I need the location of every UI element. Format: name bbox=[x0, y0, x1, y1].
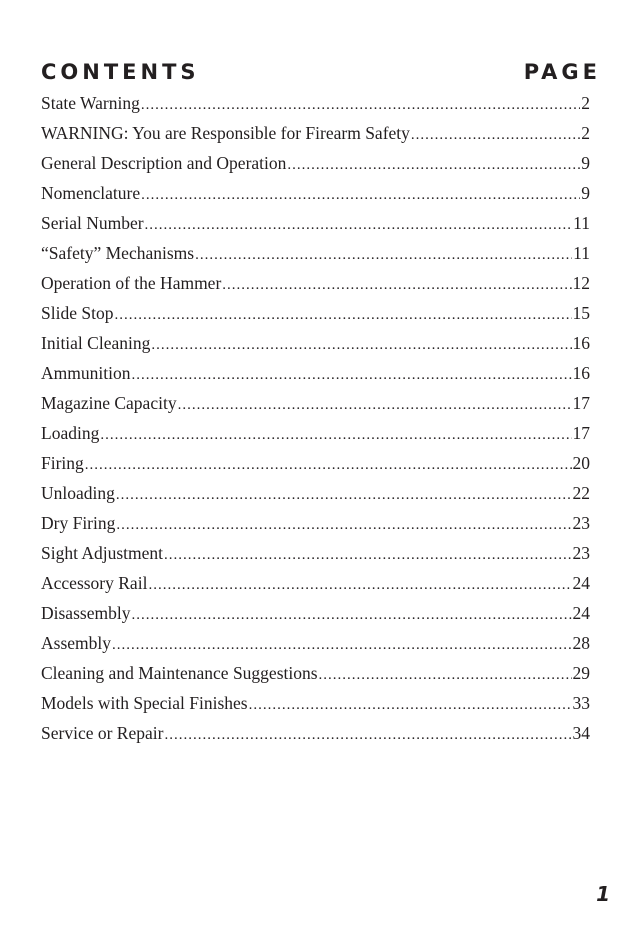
dot-leader bbox=[116, 510, 571, 540]
toc-entry-page: 17 bbox=[572, 423, 590, 443]
toc-entry-title: Models with Special Finishes bbox=[41, 693, 248, 713]
toc-entry-page: 2 bbox=[581, 123, 590, 143]
toc-entry-title: “Safety” Mechanisms bbox=[41, 243, 195, 263]
dot-leader bbox=[411, 120, 580, 150]
toc-entry-page: 11 bbox=[573, 243, 590, 263]
toc-entry[interactable] bbox=[41, 88, 590, 118]
toc-entry-page: 17 bbox=[572, 393, 590, 413]
toc-entry[interactable] bbox=[41, 448, 590, 478]
toc-entry-page: 29 bbox=[572, 663, 590, 683]
dot-leader bbox=[112, 630, 572, 660]
toc-entry[interactable] bbox=[41, 238, 590, 268]
toc-entry-page: 16 bbox=[572, 333, 590, 353]
toc-entry[interactable] bbox=[41, 718, 590, 748]
dot-leader bbox=[319, 660, 572, 690]
toc-entry-title: State Warning bbox=[41, 93, 140, 113]
page-number: 1 bbox=[596, 882, 610, 906]
dot-leader bbox=[287, 150, 580, 180]
toc-entry-title: Magazine Capacity bbox=[41, 393, 177, 413]
toc-entry-title: Accessory Rail bbox=[41, 573, 148, 593]
page-column-heading: PAGE bbox=[523, 60, 601, 84]
toc-entry-title: Firing bbox=[41, 453, 84, 473]
toc-entry[interactable] bbox=[41, 388, 590, 418]
contents-heading: CONTENTS bbox=[41, 60, 200, 84]
toc-entry[interactable] bbox=[41, 538, 590, 568]
toc-entry[interactable] bbox=[41, 358, 590, 388]
toc-entry-page: 24 bbox=[572, 603, 590, 623]
table-of-contents bbox=[41, 88, 590, 748]
toc-entry[interactable] bbox=[41, 418, 590, 448]
toc-entry-page: 28 bbox=[572, 633, 590, 653]
toc-entry[interactable] bbox=[41, 628, 590, 658]
toc-entry[interactable] bbox=[41, 478, 590, 508]
toc-entry-title: Serial Number bbox=[41, 213, 144, 233]
toc-header bbox=[41, 58, 601, 88]
toc-entry-title: Loading bbox=[41, 423, 100, 443]
toc-entry-title: Operation of the Hammer bbox=[41, 273, 222, 293]
dot-leader bbox=[141, 90, 580, 120]
toc-entry-page: 34 bbox=[572, 723, 590, 743]
toc-entry-page: 2 bbox=[581, 93, 590, 113]
toc-entry[interactable] bbox=[41, 208, 590, 238]
toc-entry-page: 20 bbox=[572, 453, 590, 473]
toc-entry-title: Service or Repair bbox=[41, 723, 164, 743]
toc-entry-page: 15 bbox=[572, 303, 590, 323]
toc-entry-page: 9 bbox=[581, 153, 590, 173]
toc-entry-title: Assembly bbox=[41, 633, 111, 653]
toc-entry-title: WARNING: You are Responsible for Firearm Safety bbox=[41, 123, 410, 143]
toc-entry-title: Unloading bbox=[41, 483, 115, 503]
dot-leader bbox=[164, 540, 571, 570]
dot-leader bbox=[145, 210, 573, 240]
dot-leader bbox=[222, 270, 571, 300]
toc-entry-page: 23 bbox=[572, 543, 590, 563]
dot-leader bbox=[249, 690, 572, 720]
toc-entry-page: 16 bbox=[572, 363, 590, 383]
toc-entry-title: Initial Cleaning bbox=[41, 333, 151, 353]
toc-entry[interactable] bbox=[41, 178, 590, 208]
toc-entry-title: Ammunition bbox=[41, 363, 131, 383]
dot-leader bbox=[85, 450, 572, 480]
dot-leader bbox=[141, 180, 580, 210]
toc-entry-title: Slide Stop bbox=[41, 303, 114, 323]
toc-entry-page: 11 bbox=[573, 213, 590, 233]
dot-leader bbox=[195, 240, 572, 270]
toc-entry-title: Dry Firing bbox=[41, 513, 116, 533]
toc-entry-title: Disassembly bbox=[41, 603, 131, 623]
toc-entry[interactable] bbox=[41, 118, 590, 148]
toc-entry-page: 22 bbox=[572, 483, 590, 503]
dot-leader bbox=[116, 480, 572, 510]
toc-entry-page: 24 bbox=[572, 573, 590, 593]
toc-entry-title: Cleaning and Maintenance Suggestions bbox=[41, 663, 318, 683]
toc-entry[interactable] bbox=[41, 508, 590, 538]
toc-entry[interactable] bbox=[41, 148, 590, 178]
toc-entry-title: Sight Adjustment bbox=[41, 543, 164, 563]
toc-entry-page: 12 bbox=[572, 273, 590, 293]
toc-entry[interactable] bbox=[41, 688, 590, 718]
toc-entry[interactable] bbox=[41, 268, 590, 298]
toc-entry-page: 23 bbox=[572, 513, 590, 533]
toc-entry[interactable] bbox=[41, 568, 590, 598]
dot-leader bbox=[151, 330, 571, 360]
toc-entry[interactable] bbox=[41, 598, 590, 628]
toc-entry[interactable] bbox=[41, 298, 590, 328]
dot-leader bbox=[131, 360, 571, 390]
dot-leader bbox=[164, 720, 571, 750]
toc-entry-page: 33 bbox=[572, 693, 590, 713]
dot-leader bbox=[131, 600, 571, 630]
toc-entry-title: General Description and Operation bbox=[41, 153, 287, 173]
toc-entry[interactable] bbox=[41, 658, 590, 688]
toc-entry-title: Nomenclature bbox=[41, 183, 141, 203]
toc-entry-page: 9 bbox=[581, 183, 590, 203]
toc-entry[interactable] bbox=[41, 328, 590, 358]
dot-leader bbox=[114, 300, 571, 330]
dot-leader bbox=[100, 420, 571, 450]
dot-leader bbox=[178, 390, 572, 420]
dot-leader bbox=[148, 570, 571, 600]
